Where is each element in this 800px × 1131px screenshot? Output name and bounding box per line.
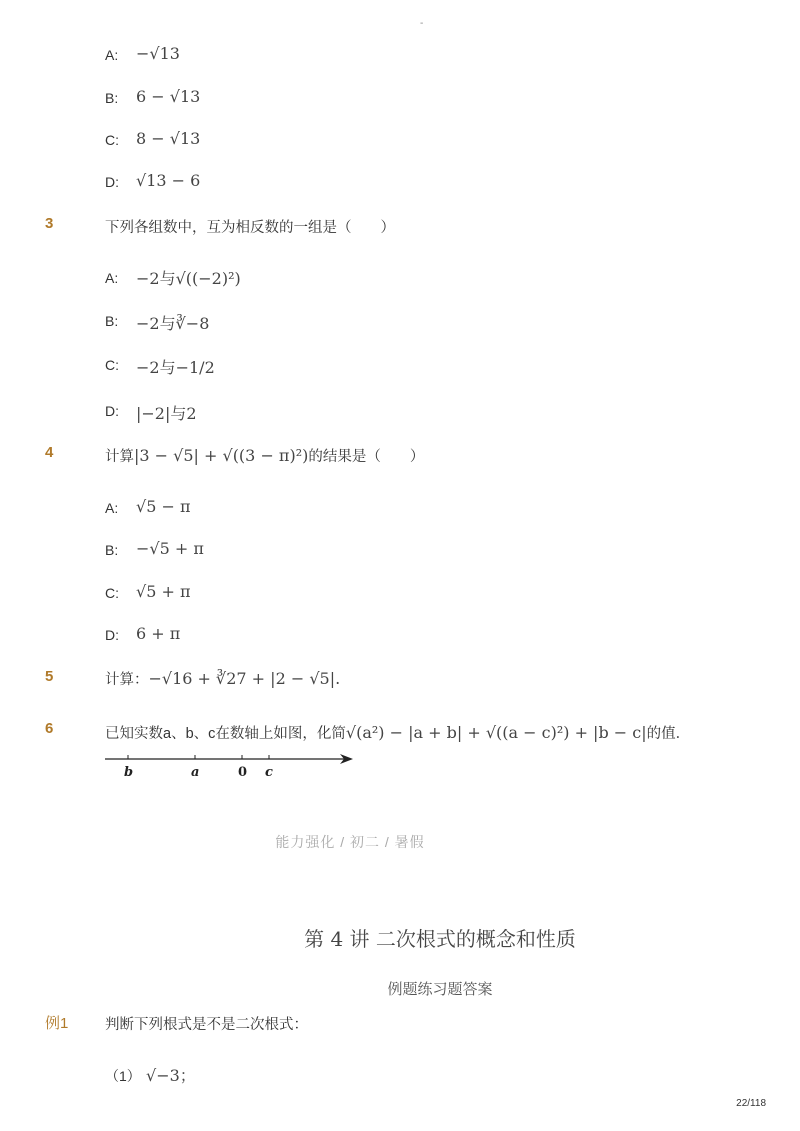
number-line bbox=[100, 748, 365, 784]
option-label: A: bbox=[105, 47, 119, 63]
option-label: A: bbox=[105, 500, 119, 516]
question-text-prefix: 已知实数a、b、c在数轴上如图，化简 bbox=[105, 726, 346, 742]
example-item-label: （1） bbox=[105, 1068, 141, 1084]
question-expression: √(a²) − |a + b| + √((a − c)²) + |b − c| bbox=[345, 723, 647, 742]
header-mark: - bbox=[420, 18, 424, 29]
chapter-subtitle: 例题练习题答案 bbox=[387, 980, 493, 998]
example-text: 判断下列根式是不是二次根式： bbox=[105, 1017, 308, 1033]
option-expression: √5 + π bbox=[136, 582, 191, 601]
option-label: D: bbox=[105, 403, 119, 419]
footer-breadcrumb: 能力强化 / 初二 / 暑假 bbox=[275, 834, 425, 850]
option-expression: −√13 bbox=[136, 44, 180, 63]
question-text-prefix: 计算： bbox=[105, 672, 149, 688]
option-expression: 6 − √13 bbox=[136, 87, 201, 106]
question-text bbox=[105, 445, 424, 466]
option-expression: |−2|与2 bbox=[136, 404, 197, 423]
option-label: B: bbox=[105, 90, 119, 106]
question-number: 6 bbox=[45, 720, 54, 737]
option-expression: −√5 + π bbox=[136, 539, 204, 558]
number-line-label-a: a bbox=[191, 765, 200, 780]
option-label: C: bbox=[105, 357, 119, 373]
option-expression: 8 − √13 bbox=[136, 129, 201, 148]
option-label: C: bbox=[105, 132, 119, 148]
chapter-title: 第 4 讲 二次根式的概念和性质 bbox=[304, 927, 576, 951]
option-expression: √5 − π bbox=[136, 497, 191, 516]
question-text-prefix: 计算 bbox=[105, 449, 134, 465]
option-label: A: bbox=[105, 270, 119, 286]
number-line-label-c: c bbox=[265, 765, 273, 780]
option-label: D: bbox=[105, 174, 119, 190]
number-line-label-zero: 0 bbox=[238, 765, 248, 780]
option-expression: −2与∛−8 bbox=[136, 314, 210, 333]
option-expression: −2与−1/2 bbox=[136, 358, 215, 377]
question-text bbox=[105, 722, 690, 743]
question-number: 3 bbox=[45, 215, 54, 232]
question-text-suffix: 的值． bbox=[646, 726, 691, 742]
example-label: 例1 bbox=[45, 1015, 69, 1032]
question-number: 5 bbox=[45, 668, 54, 685]
number-line-label-b: b bbox=[124, 765, 134, 780]
option-label: B: bbox=[105, 542, 119, 558]
option-label: B: bbox=[105, 313, 119, 329]
option-label: D: bbox=[105, 627, 119, 643]
question-number: 4 bbox=[45, 444, 54, 461]
example-item-expression: √−3； bbox=[146, 1066, 196, 1085]
option-expression: 6 + π bbox=[136, 624, 181, 643]
option-label: C: bbox=[105, 585, 119, 601]
question-text-suffix: 的结果是（ ） bbox=[308, 449, 425, 465]
question-text: 下列各组数中，互为相反数的一组是（ ） bbox=[105, 220, 395, 236]
option-expression: √13 − 6 bbox=[136, 171, 201, 190]
page-number: 22/118 bbox=[736, 1098, 766, 1109]
question-expression: |3 − √5| + √((3 − π)²) bbox=[134, 446, 309, 465]
option-expression: −2与√((−2)²) bbox=[136, 269, 241, 288]
question-expression: −√16 + ∛27 + |2 − √5|. bbox=[148, 669, 341, 688]
question-text bbox=[105, 668, 340, 689]
